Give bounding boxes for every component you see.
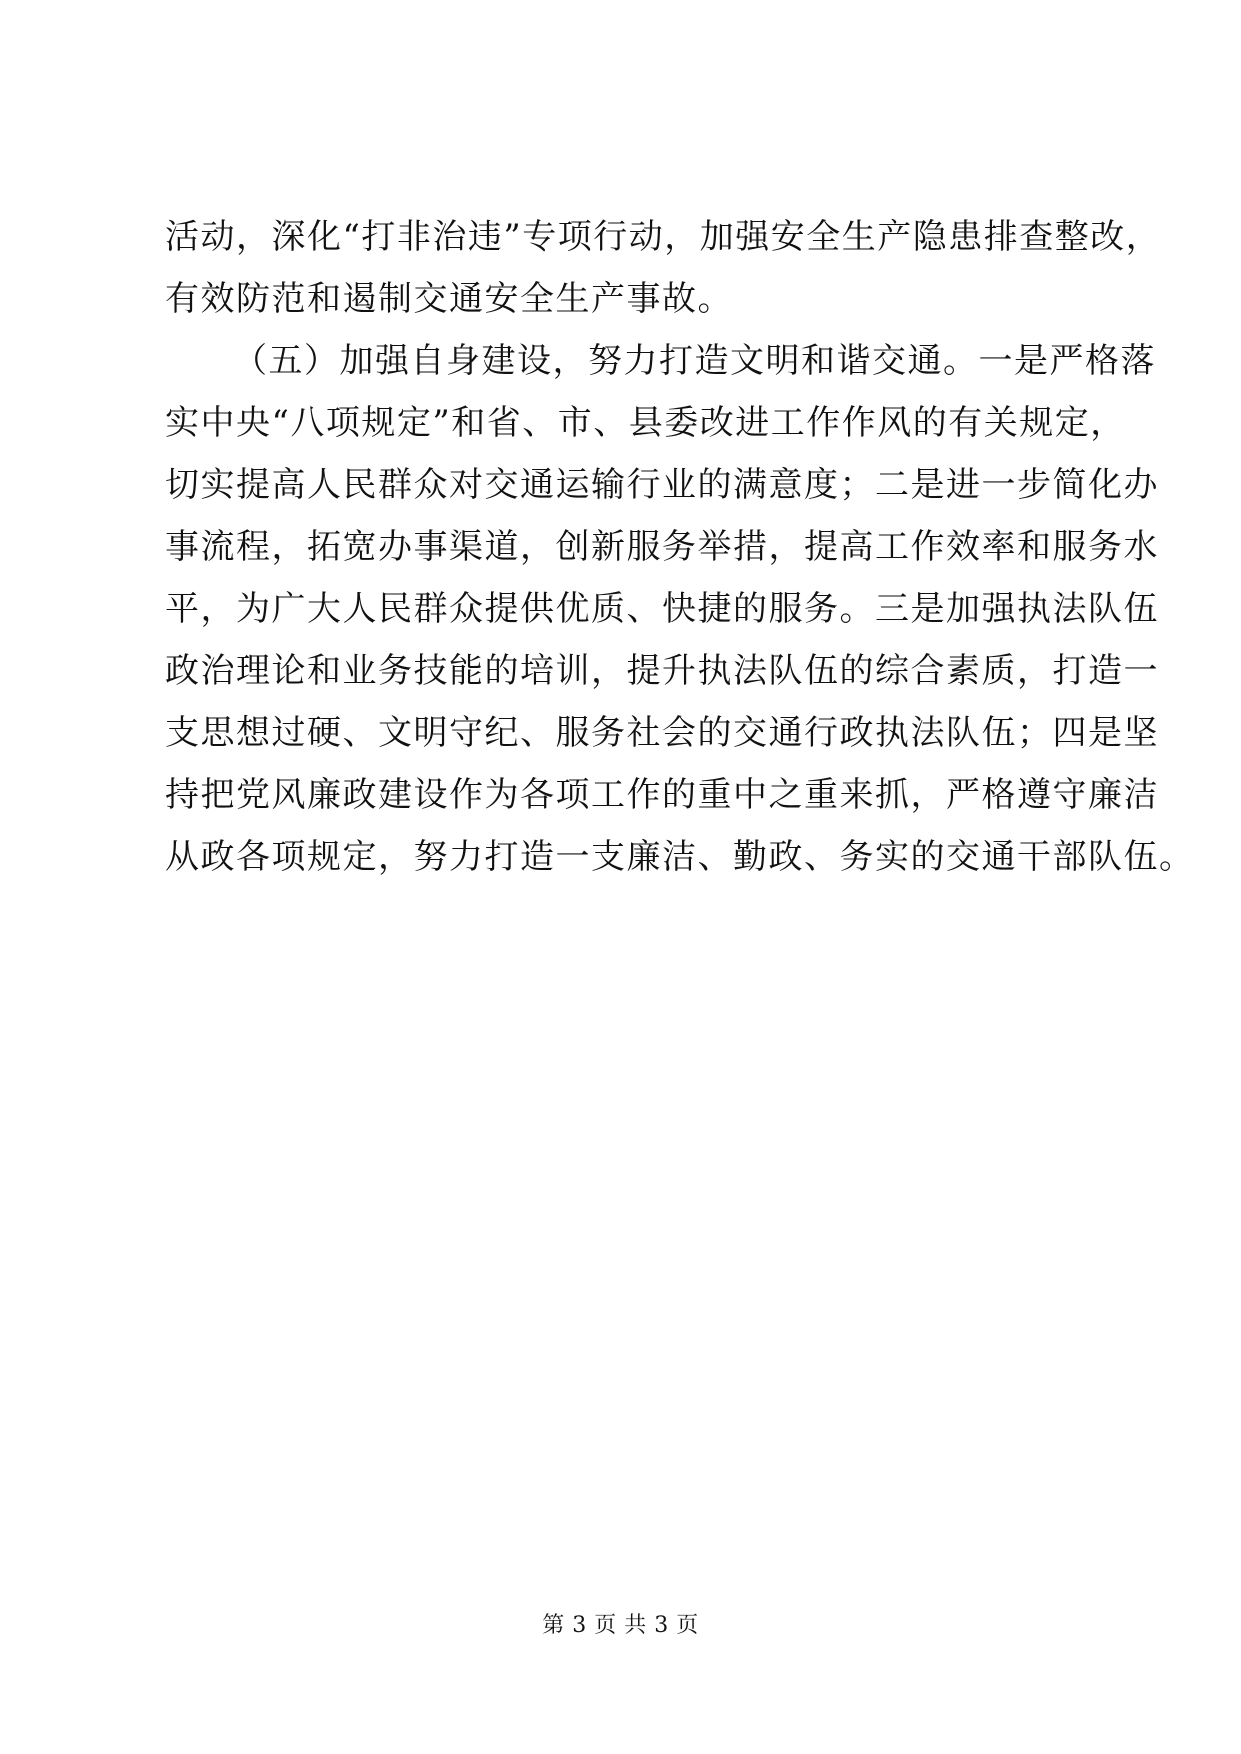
paragraph-start-line: （五）加强自身建设，努力打造文明和谐交通。一是严格落 (233, 341, 1156, 381)
body-text (165, 206, 1195, 888)
text-line: 事流程，拓宽办事渠道，创新服务举措，提高工作效率和服务水 (165, 527, 1159, 567)
text-line: 支思想过硬、文明守纪、服务社会的交通行政执法队伍；四是坚 (165, 713, 1159, 753)
page-footer (0, 1612, 1241, 1640)
text-line: 活动，深化“打非治违”专项行动，加强安全生产隐患排查整改， (165, 217, 1162, 257)
text-line: 平，为广大人民群众提供优质、快捷的服务。三是加强执法队伍 (165, 589, 1159, 629)
text-line: 实中央“八项规定”和省、市、县委改进工作作风的有关规定， (165, 403, 1126, 443)
text-line: 有效防范和遏制交通安全生产事故。 (165, 279, 733, 319)
text-line: 切实提高人民群众对交通运输行业的满意度；二是进一步简化办 (165, 465, 1159, 505)
text-line: 持把党风廉政建设作为各项工作的重中之重来抓，严格遵守廉洁 (165, 775, 1159, 815)
text-line: 从政各项规定，努力打造一支廉洁、勤政、务实的交通干部队伍。 (165, 837, 1195, 877)
page-number-label: 第 3 页 共 3 页 (542, 1613, 699, 1638)
text-line: 政治理论和业务技能的培训，提升执法队伍的综合素质，打造一 (165, 651, 1159, 691)
